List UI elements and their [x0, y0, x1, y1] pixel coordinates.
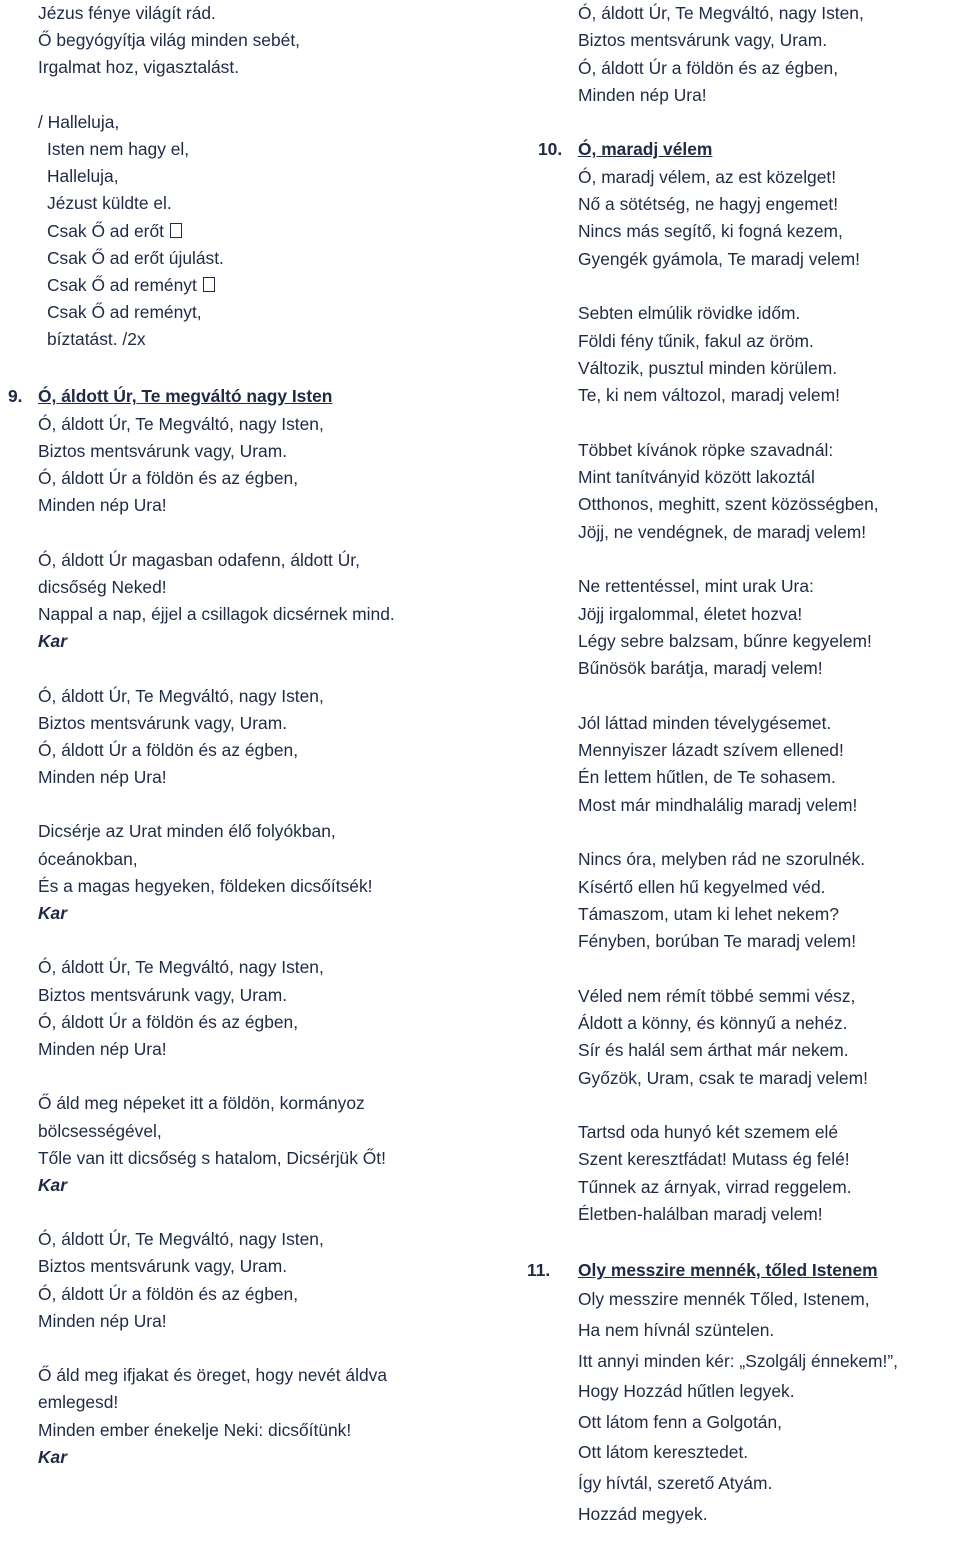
refrain-line: Csak Ő ad erőt: [38, 218, 518, 245]
chorus-line: Minden nép Ura!: [38, 495, 167, 516]
chorus-line: Ó, áldott Úr, Te Megváltó, nagy Isten,: [578, 3, 864, 23]
verse-line: Ő áld meg népeket itt a földön, kormányoz: [38, 1093, 365, 1114]
verse-line: Nő a sötétség, ne hagyj engemet!: [578, 194, 839, 215]
verse-line: Nappal a nap, éjjel a csillagok dicsérnek mind.: [38, 603, 395, 624]
verse-line: Jól láttad minden tévelygésemet.: [578, 712, 832, 733]
chorus-line: Minden nép Ura!: [38, 1038, 167, 1059]
left-column: [8, 0, 518, 1471]
verse-line: Változik, pusztul minden körülem.: [578, 357, 838, 378]
kar-label: Kar: [38, 903, 67, 923]
verse-line: Nincs óra, melyben rád ne szorulnék.: [578, 849, 866, 870]
verse-line: Sebten elmúlik rövidke időm.: [578, 303, 801, 324]
verse-line: emlegesd!: [38, 1392, 119, 1413]
chorus-line: Biztos mentsvárunk vagy, Uram.: [38, 1256, 288, 1277]
intro-line: Jézus fénye világít rád.: [38, 3, 216, 23]
verse-line: Nincs más segítő, ki fogná kezem,: [578, 221, 843, 242]
refrain-line: Halleluja,: [47, 166, 119, 187]
verse-line: Ha nem hívnál szüntelen.: [578, 1319, 775, 1340]
verse-line: Életben-halálban maradj velem!: [578, 1204, 823, 1225]
refrain-line: Csak Ő ad erőt újulást.: [47, 247, 224, 268]
chorus-line: Minden nép Ura!: [578, 84, 707, 105]
verse-line: Így hívtál, szerető Atyám.: [578, 1472, 773, 1493]
chorus-line: Ó, áldott Úr a földön és az égben,: [38, 1283, 299, 1304]
song-title: Ó, áldott Úr, Te megváltó nagy Isten: [38, 386, 333, 407]
song-10-heading: [538, 136, 958, 163]
chorus-line: Ó, áldott Úr a földön és az égben,: [38, 468, 299, 488]
verse-line: Áldott a könny, és könnyű a nehéz.: [578, 1012, 848, 1033]
chorus-line: Ó, áldott Úr, Te Megváltó, nagy Isten,: [38, 685, 324, 706]
verse-line: Gyengék gyámola, Te maradj velem!: [578, 248, 860, 269]
verse-line: Ne rettentéssel, mint urak Ura:: [578, 576, 814, 597]
verse-line: Tőle van itt dicsőség s hatalom, Dicsérjük Őt!: [38, 1147, 386, 1168]
song-title: Ó, maradj vélem: [578, 139, 713, 160]
verse-line: Véled nem rémít többé semmi vész,: [578, 985, 856, 1006]
verse-line: Oly messzire mennék Tőled, Istenem,: [578, 1289, 870, 1310]
kar-label: Kar: [38, 1174, 67, 1195]
song-11-heading: [527, 1256, 958, 1284]
verse-line: Többet kívánok röpke szavadnál:: [578, 439, 834, 460]
refrain-line: Jézust küldte el.: [47, 193, 172, 214]
verse-line: Fényben, borúban Te maradj velem!: [578, 931, 857, 952]
verse-line: Ott látom keresztedet.: [578, 1442, 749, 1463]
verse-line: Kísértő ellen hű kegyelmed véd.: [578, 876, 826, 897]
verse-line: Földi fény tűnik, fakul az öröm.: [578, 330, 814, 351]
verse-line: Hogy Hozzád hűtlen legyek.: [578, 1381, 795, 1402]
missing-glyph-icon: [170, 223, 182, 238]
song-11: [527, 1256, 958, 1529]
verse-line: dicsőség Neked!: [38, 576, 167, 597]
chorus-line: Ó, áldott Úr, Te Megváltó, nagy Isten,: [38, 413, 324, 434]
verse-line: Te, ki nem változol, maradj velem!: [578, 385, 840, 406]
verse-line: óceánokban,: [38, 848, 138, 869]
verse-line: Most már mindhalálig maradj velem!: [578, 794, 858, 815]
verse-line: Ó, áldott Úr magasban odafenn, áldott Úr,: [38, 549, 360, 570]
verse-line: bölcsességével,: [38, 1120, 162, 1141]
kar-label: Kar: [38, 1446, 67, 1467]
verse-line: Szent keresztfádat! Mutass ég felé!: [578, 1149, 850, 1170]
verse-line: Ő áld meg ifjakat és öreget, hogy nevét áldva: [38, 1365, 387, 1386]
verse-line: Otthonos, meghitt, szent közösségben,: [578, 494, 879, 515]
right-column: [527, 0, 958, 1529]
verse-line: És a magas hegyeken, földeken dicsőítsék!: [38, 875, 373, 896]
chorus-line: Minden nép Ura!: [38, 767, 167, 788]
chorus-line: Ó, áldott Úr a földön és az égben,: [38, 1011, 299, 1032]
verse-line: Itt annyi minden kér: „Szolgálj énnekem!”,: [578, 1350, 898, 1371]
chorus-line: Biztos mentsvárunk vagy, Uram.: [38, 984, 288, 1005]
chorus-line: Ó, áldott Úr a földön és az égben,: [578, 57, 839, 78]
refrain-line: bíztatást. /2x: [47, 329, 146, 350]
song-title: Oly messzire mennék, tőled Istenem: [578, 1260, 878, 1281]
intro-line: Irgalmat hoz, vigasztalást.: [38, 57, 240, 78]
verse-line: Légy sebre balzsam, bűnre kegyelem!: [578, 630, 872, 651]
song-number: 11.: [527, 1260, 551, 1281]
refrain-open: / Halleluja,: [38, 111, 120, 132]
verse-line: Dicsérje az Urat minden élő folyókban,: [38, 821, 336, 842]
chorus-line: Ó, áldott Úr a földön és az égben,: [38, 739, 299, 760]
intro-line: Ő begyógyítja világ minden sebét,: [38, 30, 300, 51]
verse-line: Jöjj irgalommal, életet hozva!: [578, 603, 803, 624]
song-number: 9.: [8, 386, 23, 407]
verse-line: Jöjj, ne vendégnek, de maradj velem!: [578, 521, 867, 542]
verse-line: Mint tanítványid között lakoztál: [578, 467, 815, 488]
verse-line: Győzök, Uram, csak te maradj velem!: [578, 1067, 868, 1088]
chorus-line: Ó, áldott Úr, Te Megváltó, nagy Isten,: [38, 957, 324, 978]
missing-glyph-icon: [203, 277, 215, 292]
song-9-heading: [8, 383, 518, 410]
refrain-line: Isten nem hagy el,: [47, 138, 190, 159]
chorus-line: Biztos mentsvárunk vagy, Uram.: [38, 712, 288, 733]
chorus-line: Biztos mentsvárunk vagy, Uram.: [578, 30, 828, 51]
verse-line: Támaszom, utam ki lehet nekem?: [578, 903, 839, 924]
verse-line: Bűnösök barátja, maradj velem!: [578, 658, 823, 679]
chorus-line: Ó, áldott Úr, Te Megváltó, nagy Isten,: [38, 1229, 324, 1250]
verse-line: Én lettem hűtlen, de Te sohasem.: [578, 767, 836, 788]
verse-line: Ott látom fenn a Golgotán,: [578, 1411, 782, 1432]
kar-label: Kar: [38, 631, 67, 652]
verse-line: Hozzád megyek.: [578, 1503, 708, 1524]
verse-line: Ó, maradj vélem, az est közelget!: [578, 166, 837, 187]
verse-line: Tartsd oda hunyó két szemem elé: [578, 1122, 839, 1143]
verse-line: Mennyiszer lázadt szívem ellened!: [578, 740, 844, 761]
song-10: [538, 136, 958, 1256]
verse-line: Tűnnek az árnyak, virrad reggelem.: [578, 1176, 852, 1197]
refrain-line: Csak Ő ad reményt,: [47, 302, 202, 323]
verse-line: Minden ember énekelje Neki: dicsőítünk!: [38, 1419, 352, 1440]
verse-line: Sír és halál sem árthat már nekem.: [578, 1040, 849, 1061]
refrain-line: Csak Ő ad reményt: [38, 272, 518, 299]
chorus-line: Biztos mentsvárunk vagy, Uram.: [38, 440, 288, 461]
chorus-line: Minden nép Ura!: [38, 1310, 167, 1331]
song-number: 10.: [538, 139, 563, 160]
